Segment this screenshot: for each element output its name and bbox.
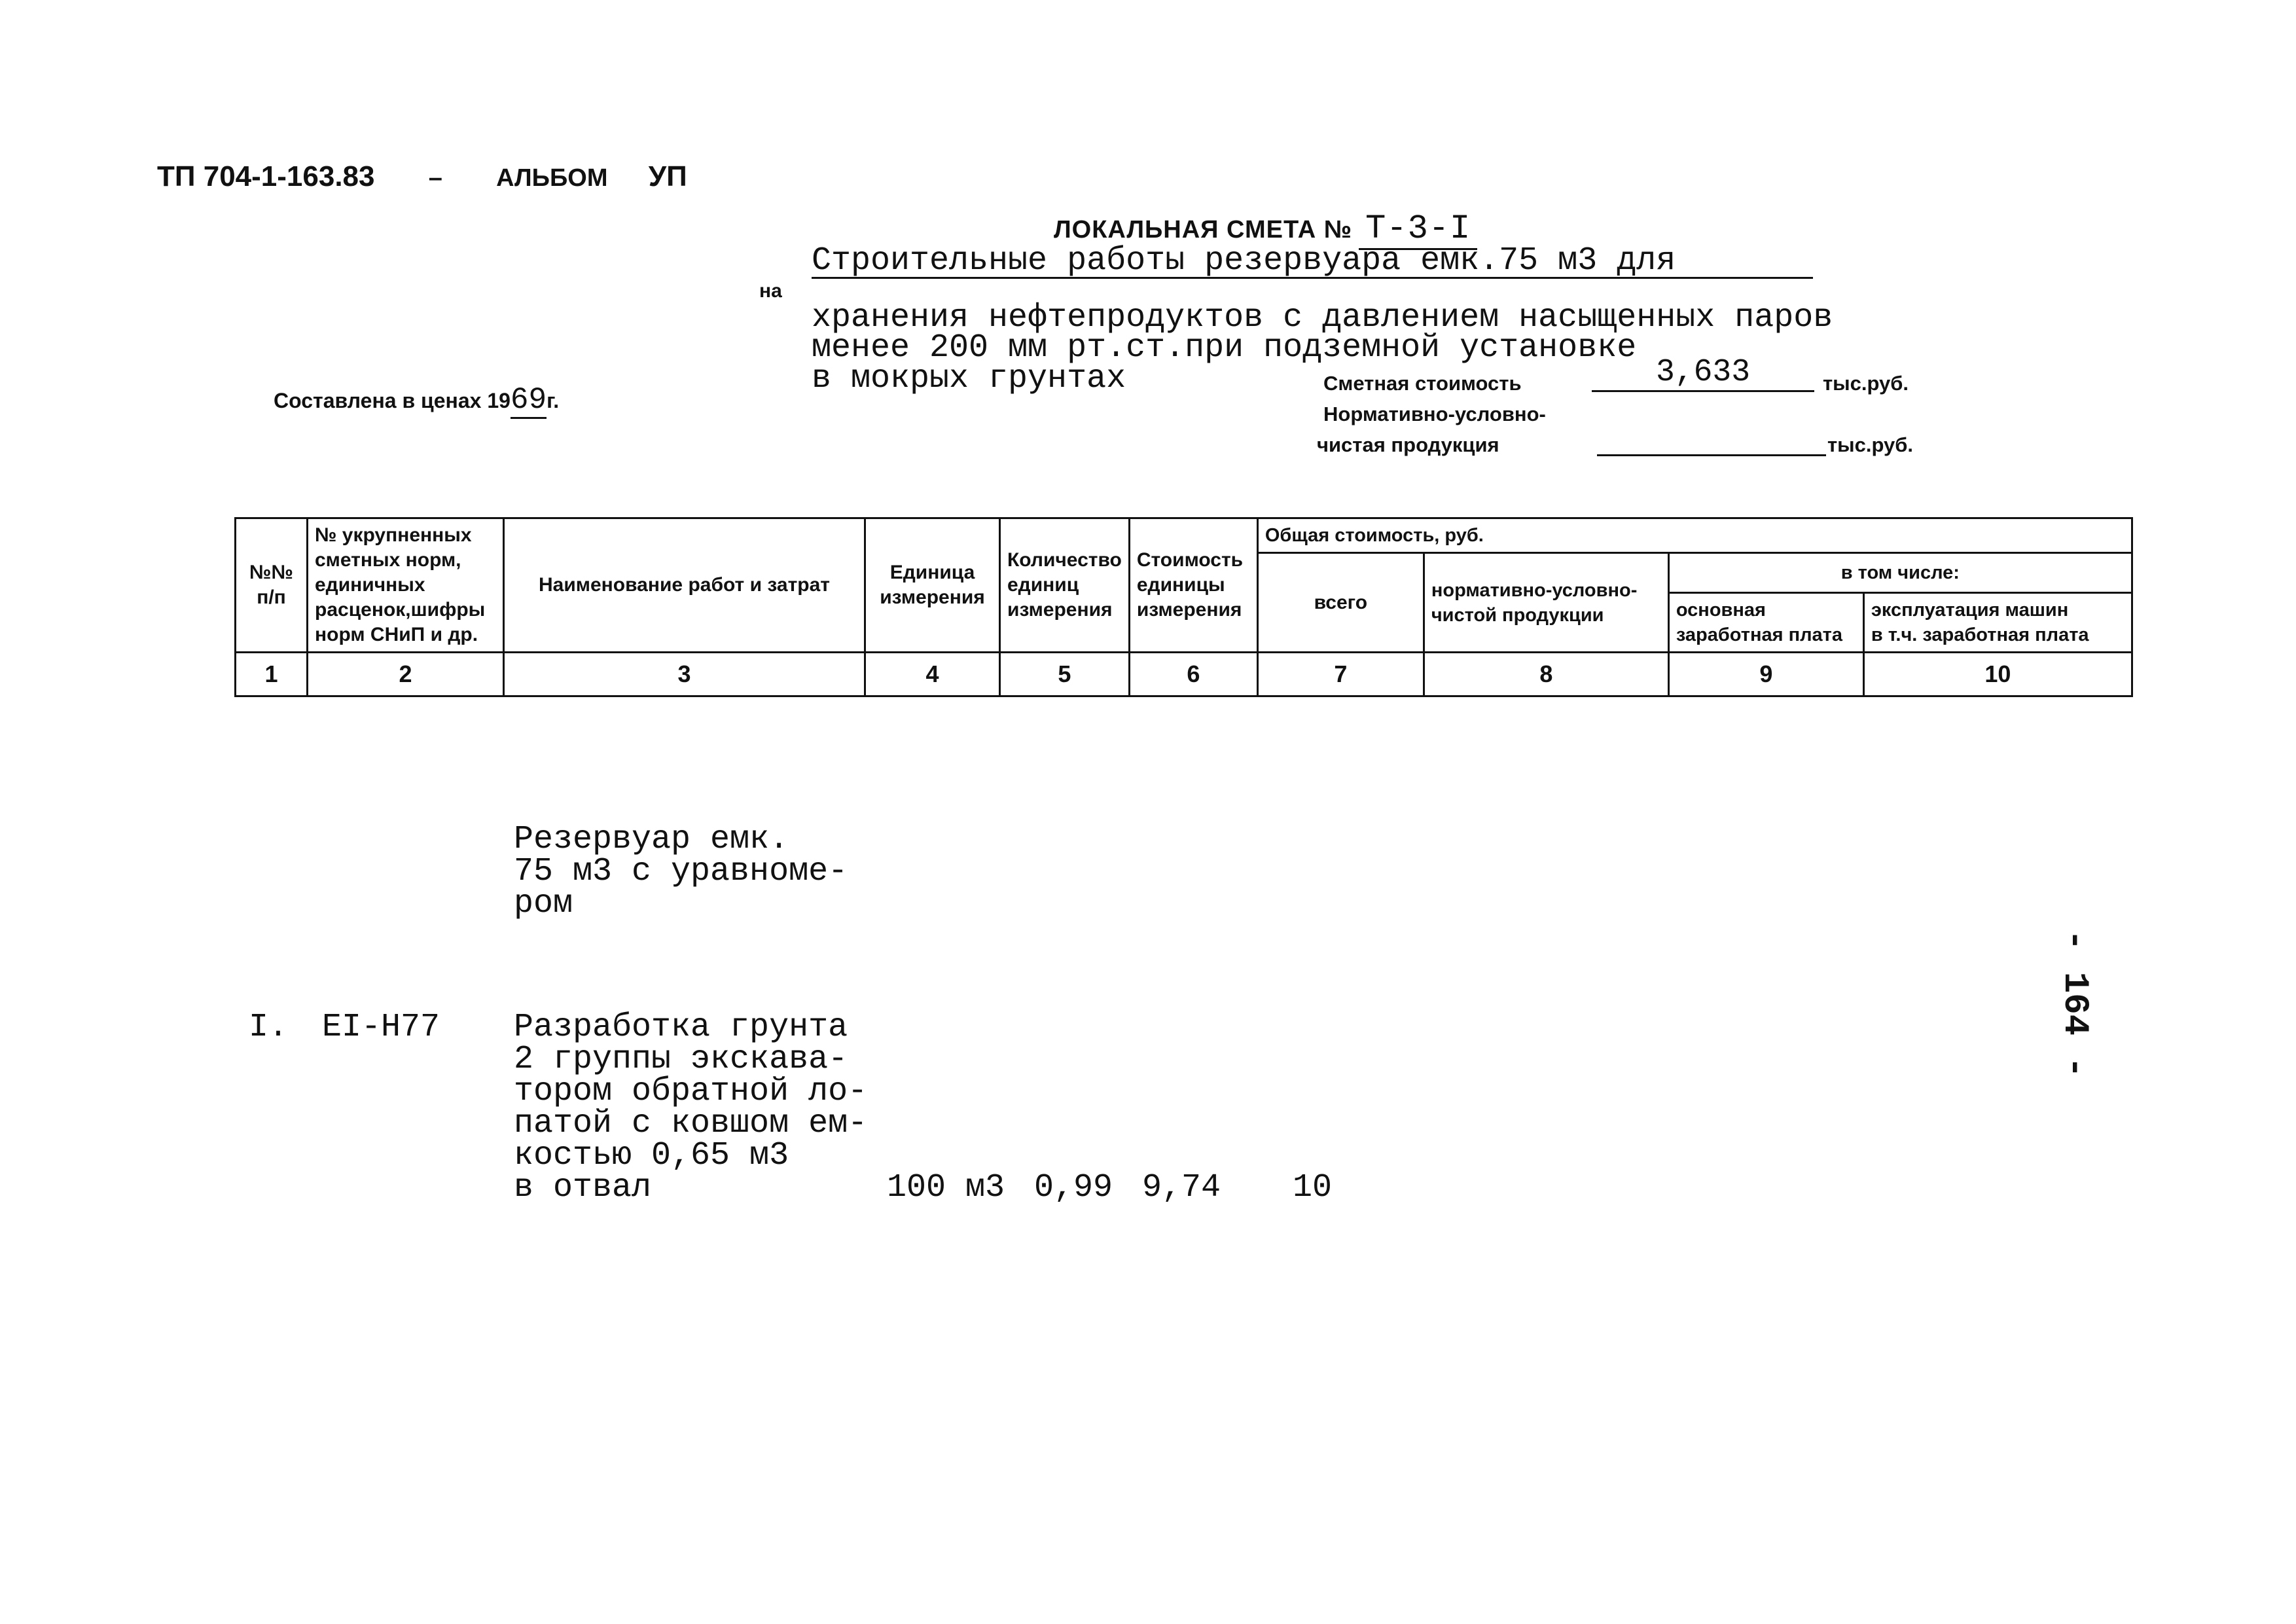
- col-number-8: 8: [1424, 653, 1668, 696]
- prices-suffix: г.: [547, 389, 560, 412]
- col-number-6: 6: [1129, 653, 1257, 696]
- page-number: - 164 -: [2054, 929, 2094, 1078]
- row-total: 10: [1293, 1169, 1333, 1206]
- row-work-name-line: в отвал: [514, 1169, 652, 1206]
- prices-year: 69: [511, 383, 547, 419]
- col-number-9: 9: [1668, 653, 1863, 696]
- col-number-4: 4: [865, 653, 1000, 696]
- prices-prefix: Составлена в ценах 19: [274, 389, 511, 412]
- col-number-1: 1: [236, 653, 308, 696]
- normative-product-unit: тыс.руб.: [1827, 433, 1914, 456]
- col-header-unit: Единица измерения: [865, 518, 1000, 653]
- work-description-line-3: менее 200 мм рт.ст.при подземной установке: [812, 329, 1637, 367]
- col-header-normative: нормативно-условно-чистой продукции: [1424, 553, 1668, 653]
- col-header-total-group: Общая стоимость, руб.: [1257, 518, 2132, 553]
- col-number-5: 5: [1000, 653, 1130, 696]
- col-header-name: Наименование работ и затрат: [504, 518, 865, 653]
- album-label: АЛЬБОМ: [496, 164, 608, 192]
- col-header-unit-cost: Стоимость единицы измерения: [1129, 518, 1257, 653]
- col-number-3: 3: [504, 653, 865, 696]
- work-description-line-1: Строительные работы резервуара емк.75 м3 для: [812, 245, 1813, 279]
- section-title-line: ром: [514, 885, 573, 922]
- col-number-2: 2: [308, 653, 504, 696]
- document-code: [157, 160, 687, 193]
- normative-product-label-1: Нормативно-условно-: [1323, 403, 1546, 425]
- estimated-cost-unit: тыс.руб.: [1823, 372, 1909, 395]
- row-norm-code: ЕI-Н77: [322, 1009, 440, 1046]
- col-header-wages: основная заработная плата: [1668, 593, 1863, 653]
- col-header-machines-a: эксплуатация машин: [1871, 600, 2069, 621]
- normative-product-value: [1597, 454, 1826, 456]
- row-work-name-line: Разработка грунта: [514, 1009, 848, 1046]
- row-work-name-line: костью 0,65 м3: [514, 1137, 789, 1174]
- smeta-table: [234, 517, 2133, 697]
- col-header-norms: № укрупненных сметных норм, единичных расценок,шифры норм СНиП и др.: [308, 518, 504, 653]
- smeta-title-prefix: ЛОКАЛЬНАЯ СМЕТА №: [1054, 216, 1353, 244]
- estimated-cost-label: Сметная стоимость: [1323, 372, 1522, 395]
- section-title-line: Резервуар емк.: [514, 821, 789, 858]
- row-work-name-line: тором обратной ло-: [514, 1073, 868, 1110]
- col-number-7: 7: [1257, 653, 1424, 696]
- row-unit-price: 9,74: [1142, 1169, 1221, 1206]
- col-header-machines-b: в т.ч. заработная плата: [1871, 624, 2089, 645]
- col-header-quantity: Количество единиц измерения: [1000, 518, 1130, 653]
- col-header-machines: [1863, 593, 2132, 653]
- row-quantity: 0,99: [1034, 1169, 1113, 1206]
- normative-product-label-2: чистая продукция: [1317, 433, 1499, 456]
- row-work-name-line: патой с ковшом ем-: [514, 1105, 868, 1142]
- row-work-name-line: 2 группы экскава-: [514, 1041, 848, 1078]
- smeta-number: Т-3-I: [1359, 209, 1477, 250]
- section-title-line: 75 м3 с уравноме-: [514, 853, 848, 890]
- work-description-line-4: в мокрых грунтах: [812, 360, 1126, 397]
- col-header-total: всего: [1257, 553, 1424, 653]
- row-unit: 100 м3: [887, 1169, 1005, 1206]
- album-separator: –: [428, 164, 442, 192]
- album-number: УП: [648, 160, 687, 192]
- na-label: на: [759, 280, 782, 302]
- doc-code-text: ТП 704-1-163.83: [157, 160, 375, 192]
- section-title: [514, 823, 848, 920]
- prices-year-line: [274, 383, 559, 417]
- estimated-cost-value: 3,633: [1592, 355, 1814, 392]
- col-header-incl-group: в том числе:: [1668, 553, 2132, 593]
- work-description-line-2: хранения нефтепродуктов с давлением насыщенных паров: [812, 299, 1833, 336]
- row-number: I.: [249, 1009, 289, 1046]
- col-header-number: №№ п/п: [236, 518, 308, 653]
- row-work-name: [514, 1011, 867, 1204]
- col-number-10: 10: [1863, 653, 2132, 696]
